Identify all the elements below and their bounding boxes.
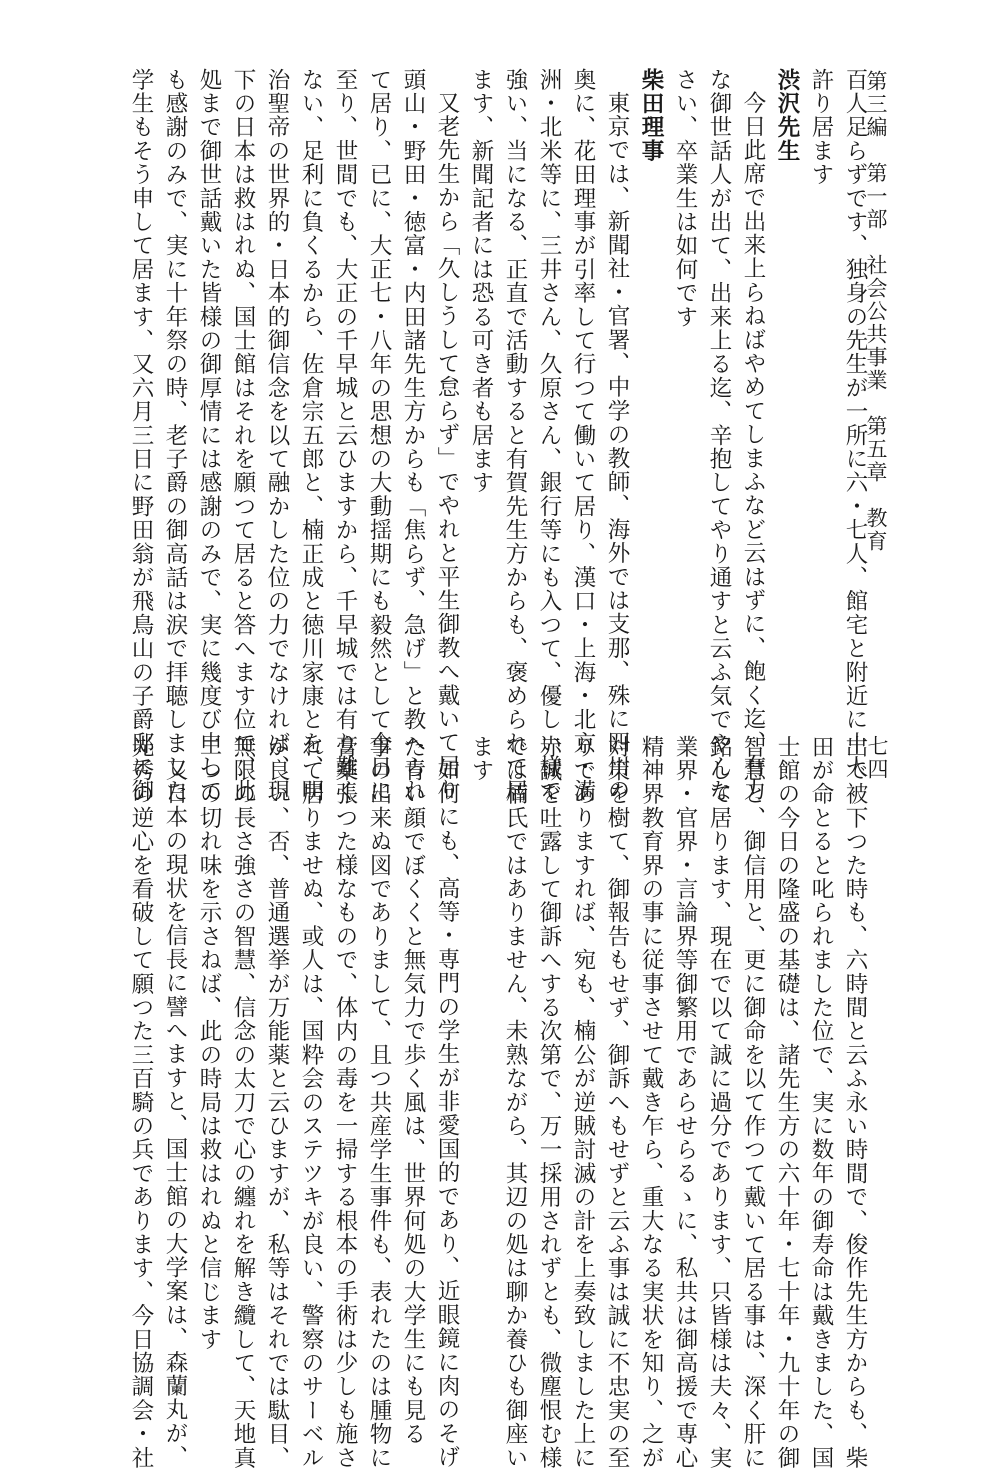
text-line: ない、足利に負くるから、佐倉宗五郎と、楠正成と徳川家康とを、明 (298, 68, 324, 803)
text-line: 精神界教育界の事に従事させて戴き乍ら、重大なる実状を知り、之が (638, 735, 664, 1470)
text-line: 奥に、花田理事が引率して行つて働いて居り、漢口・上海・北京・満 (570, 68, 596, 803)
text-line: 処まで御世話戴いた皆様の御厚情には感謝のみで、実に幾度び申して (196, 68, 222, 803)
running-head: 第三編 第一部 社会公共事業 第五章 教育 (864, 70, 888, 553)
text-line: 洲・北米等に、三井さん、久原さん、銀行等にも入つて、優しい様で (536, 68, 562, 803)
text-line: 対策を樹て、御報告もせず、御訴へもせずと云ふ事は誠に不忠実の至 (604, 735, 630, 1470)
text-line: も感謝のみで、実に十年祭の時、老子爵の御高話は涙で拝聴しました (162, 68, 188, 803)
text-line: 強い、当になる、正直で活動すると有賀先生方からも、褒められて居 (502, 68, 528, 803)
text-line: 智慧と、御信用と、更に御命を以て作つて戴いて居る事は、深く肝に (740, 735, 766, 1470)
speaker-label: 渋沢先生 (774, 68, 800, 163)
text-line: 許り居ます (808, 68, 834, 187)
text-line: 業界・官界・言論界等御繁用であらせらるゝに、私共は御高援で専心 (672, 735, 698, 1470)
lower-text-block (72, 735, 872, 1470)
text-line: では楠氏ではありません、未熟ながら、其辺の処は聊か養ひも御座い (502, 735, 528, 1470)
text-line: 無限の長さ強さの智慧、信念の太刀で心の纏れを解き纜して、天地真 (230, 735, 256, 1470)
text-line: 事の出来ぬ図でありまして、且つ共産学生事件も、表れたのは腫物に (366, 735, 392, 1470)
text-line: ます (468, 735, 494, 783)
text-line: 又日本の現状を信長に譬へますと、国士館の大学案は、森蘭丸が、 (162, 757, 188, 1469)
text-line: 二つの切れ味を示さねば、此の時局は救はれぬと信じます (196, 735, 222, 1352)
text-line: 又老先生から「久しうして怠らず」でやれと平生御教へ戴いて居り (434, 90, 460, 802)
text-line: れて居りませぬ、或人は、国粋会のステツキが良い、警察のサーベル (298, 735, 324, 1470)
text-line: 田が命とると叱られました位で、実に数年の御寿命は戴きました、国 (808, 735, 834, 1470)
text-line: さい、卒業生は如何です (672, 68, 698, 329)
text-line: 学生もそう申して居ます、又六月三日に野田翁が飛鳥山の子爵邸に御 (128, 68, 154, 803)
text-line: ます、新聞記者には恐る可き者も居ます (468, 68, 494, 495)
text-line: 下の日本は救はれぬ、国士館はそれを願つて居ると答へます位で、此 (230, 68, 256, 803)
text-line: 今日此席で出来上らねばやめてしまふなど云はずに、飽く迄、有力 (740, 90, 766, 802)
text-line: 頭山・野田・徳富・内田諸先生方からも「焦らず、急げ」と教へられ (400, 68, 426, 803)
text-line: て居り、已に、大正七・八年の思想の大動揺期にも毅然として今日に (366, 68, 392, 803)
text-line: 膏薬張つた様なもので、体内の毒を一掃する根本の手術は少しも施さ (332, 735, 358, 1470)
text-line: 出で被下つた時も、六時間と云ふ永い時間で、俊作先生方からも、柴 (842, 735, 868, 1470)
text-line: 光秀の逆心を看破して願つた三百騎の兵であります、今日協調会・社 (128, 735, 154, 1470)
page-number: 七四 (865, 735, 889, 781)
text-line: 治聖帝の世界的・日本的御信念を以て融かした位の力でなければ、現 (264, 68, 290, 803)
text-line: 赤誠を吐露して御訴へする次第で、万一採用されずとも、微塵恨む様 (536, 735, 562, 1470)
text-line: な御世話人が出て、出来上る迄、辛抱してやり通すと云ふ気でやんな (706, 68, 732, 803)
text-line: りでありますれば、宛も、楠公が逆賊討滅の計を上奏致しました上に (570, 735, 596, 1470)
text-line: 百人足らずです、独身の先生が一所に六・七人、館宅と附近に十人 (842, 68, 868, 779)
text-line: 如何にも、高等・専門の学生が非愛国的であり、近眼鏡に肉のそげ (434, 757, 460, 1469)
text-line: 至り、世間でも、大正の千早城と云ひますから、千早城では有り難く (332, 68, 358, 803)
speaker-label: 柴田理事 (638, 68, 664, 163)
text-line: た青い顔でぼくくと無気力で歩く風は、世界何処の大学生にも見る (400, 735, 426, 1446)
text-line: 銘して居ります、現在で以て誠に過分であります、只皆様は夫々、実 (706, 735, 732, 1470)
upper-text-block (72, 68, 872, 803)
text-line: が良い、否、普通選挙が万能薬と云ひますが、私等はそれでは駄目、 (264, 735, 290, 1470)
text-line: 士館の今日の隆盛の基礎は、諸先生方の六十年・七十年・九十年の御 (774, 735, 800, 1470)
text-line: 東京では、新聞社・官署、中学の教師、海外では支那、殊に四川の (604, 90, 630, 802)
